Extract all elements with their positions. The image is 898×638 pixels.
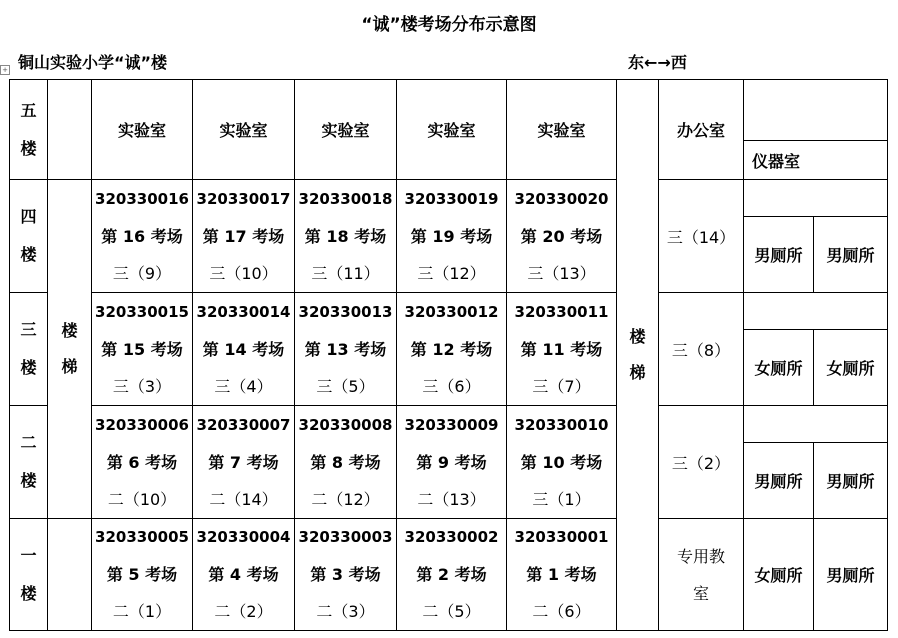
- exam-room-6: 320330006 第 6 考场 二（10）: [92, 406, 193, 519]
- floor-4-row: [10, 180, 888, 217]
- exam-room-17: 320330017 第 17 考场 三（10）: [193, 180, 295, 293]
- lab-2: 实验室: [193, 80, 295, 180]
- building-name: 铜山实验小学“诚”楼: [18, 53, 168, 72]
- exam-room-10: 320330010 第 10 考场 三（1）: [507, 406, 617, 519]
- exam-room-4: 320330004 第 4 考场 二（2）: [193, 519, 295, 631]
- instrument-room: 仪器室: [744, 141, 888, 180]
- womens-restroom-3: 女厕所: [744, 519, 814, 631]
- floor-1-row: [10, 519, 888, 631]
- floor-1-label: 一 楼: [10, 519, 48, 631]
- floor-plan-table: [9, 79, 888, 631]
- floor-5-label: 五 楼: [10, 80, 48, 180]
- floor-5-blank: [744, 80, 888, 141]
- mens-restroom-3: 男厕所: [744, 443, 814, 519]
- direction-indicator: 东←→西: [628, 53, 687, 72]
- mens-restroom-5: 男厕所: [814, 519, 888, 631]
- lab-4: 实验室: [397, 80, 507, 180]
- floor-3-blank: [744, 293, 888, 330]
- special-classroom: 专用教 室: [659, 519, 744, 631]
- floor-4-side-room: 三（14）: [659, 180, 744, 293]
- floor-2-label: 二 楼: [10, 406, 48, 519]
- stair-left-blank: [48, 80, 92, 180]
- page-title: “诚”楼考场分布示意图: [361, 15, 537, 35]
- office: 办公室: [659, 80, 744, 180]
- stairwell-left: 楼 梯: [48, 180, 92, 519]
- floor-3-row: [10, 293, 888, 330]
- exam-room-3: 320330003 第 3 考场 二（3）: [295, 519, 397, 631]
- exam-room-1: 320330001 第 1 考场 二（6）: [507, 519, 617, 631]
- floor-5-row: [10, 80, 888, 141]
- exam-room-9: 320330009 第 9 考场 二（13）: [397, 406, 507, 519]
- floor-2-row: [10, 406, 888, 443]
- mens-restroom-4: 男厕所: [814, 443, 888, 519]
- exam-room-2: 320330002 第 2 考场 二（5）: [397, 519, 507, 631]
- floor-2-blank: [744, 406, 888, 443]
- exam-room-11: 320330011 第 11 考场 三（7）: [507, 293, 617, 406]
- exam-room-14: 320330014 第 14 考场 三（4）: [193, 293, 295, 406]
- stairwell-right: 楼 梯: [617, 80, 659, 631]
- floor-2-side-room: 三（2）: [659, 406, 744, 519]
- exam-room-13: 320330013 第 13 考场 三（5）: [295, 293, 397, 406]
- floor-3-label: 三 楼: [10, 293, 48, 406]
- exam-room-7: 320330007 第 7 考场 二（14）: [193, 406, 295, 519]
- floor-4-blank: [744, 180, 888, 217]
- exam-room-16: 320330016 第 16 考场 三（9）: [92, 180, 193, 293]
- floor-4-label: 四 楼: [10, 180, 48, 293]
- exam-room-8: 320330008 第 8 考场 二（12）: [295, 406, 397, 519]
- exam-room-20: 320330020 第 20 考场 三（13）: [507, 180, 617, 293]
- table-move-handle-icon[interactable]: +: [0, 65, 10, 75]
- floor-3-side-room: 三（8）: [659, 293, 744, 406]
- lab-3: 实验室: [295, 80, 397, 180]
- mens-restroom-2: 男厕所: [814, 217, 888, 293]
- lab-1: 实验室: [92, 80, 193, 180]
- womens-restroom-2: 女厕所: [814, 330, 888, 406]
- exam-room-15: 320330015 第 15 考场 三（3）: [92, 293, 193, 406]
- exam-room-18: 320330018 第 18 考场 三（11）: [295, 180, 397, 293]
- exam-room-12: 320330012 第 12 考场 三（6）: [397, 293, 507, 406]
- exam-room-5: 320330005 第 5 考场 二（1）: [92, 519, 193, 631]
- stair-left-blank-bottom: [48, 519, 92, 631]
- womens-restroom-1: 女厕所: [744, 330, 814, 406]
- lab-5: 实验室: [507, 80, 617, 180]
- mens-restroom-1: 男厕所: [744, 217, 814, 293]
- exam-room-19: 320330019 第 19 考场 三（12）: [397, 180, 507, 293]
